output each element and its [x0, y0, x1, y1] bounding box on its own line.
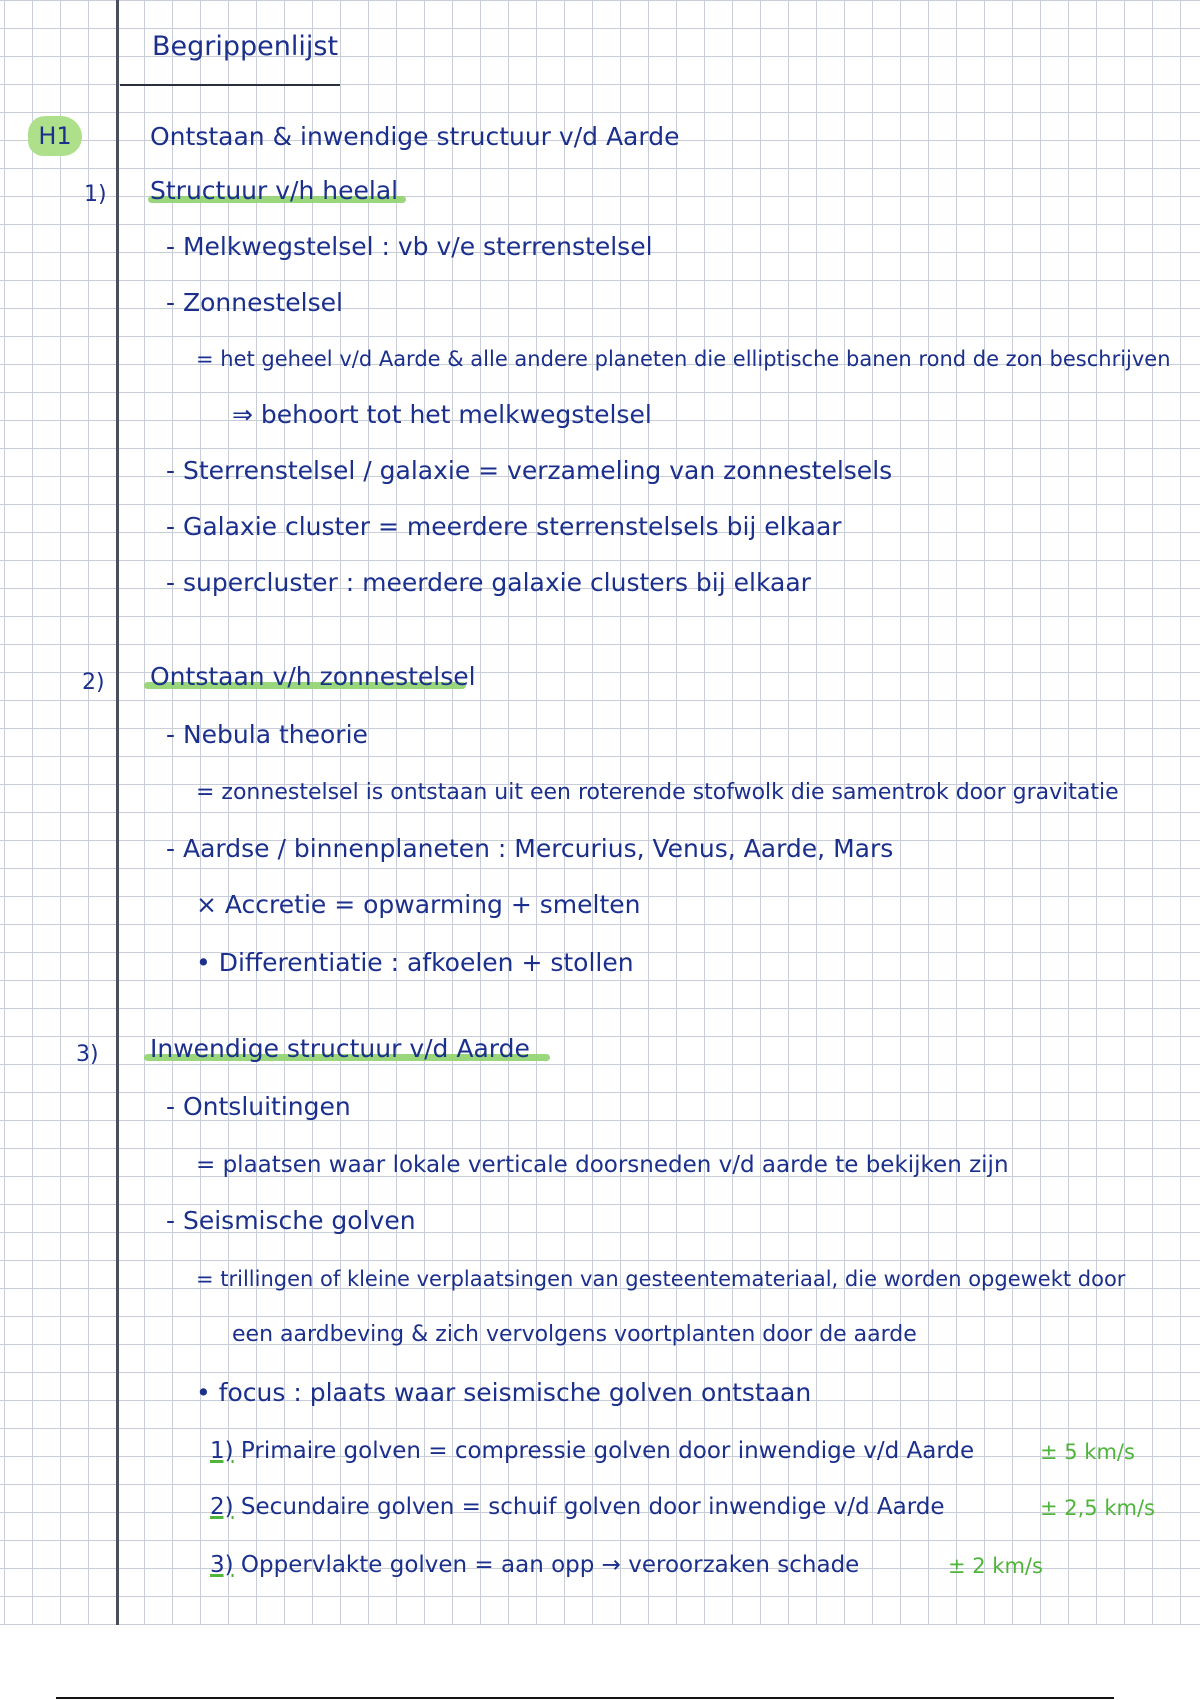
- note-line: - Nebula theorie: [166, 720, 368, 749]
- note-line: • focus : plaats waar seismische golven ontstaan: [196, 1378, 812, 1407]
- title-underline: [120, 84, 340, 86]
- section-heading: Inwendige structuur v/d Aarde: [150, 1034, 530, 1063]
- chapter-badge: H1: [28, 116, 82, 156]
- wave-speed: ± 5 km/s: [1040, 1440, 1135, 1464]
- note-line: een aardbeving & zich vervolgens voortplanten door de aarde: [232, 1322, 917, 1347]
- note-line: - Melkwegstelsel : vb v/e sterrenstelsel: [166, 232, 653, 261]
- section-number: 2): [82, 670, 105, 695]
- list-number: 2): [210, 1494, 234, 1520]
- note-line: = plaatsen waar lokale verticale doorsneden v/d aarde te bekijken zijn: [196, 1152, 1009, 1178]
- wave-definition: Oppervlakte golven = aan opp → veroorzaken schade: [240, 1552, 860, 1578]
- section-number: 1): [84, 182, 107, 207]
- chapter-title: Ontstaan & inwendige structuur v/d Aarde: [150, 122, 680, 151]
- note-line: - Zonnestelsel: [166, 288, 343, 317]
- wave-speed: ± 2,5 km/s: [1040, 1496, 1155, 1520]
- note-line: ⇒ behoort tot het melkwegstelsel: [232, 400, 652, 429]
- section-heading: Ontstaan v/h zonnestelsel: [150, 662, 476, 691]
- note-line: - Aardse / binnenplaneten : Mercurius, Venus, Aarde, Mars: [166, 834, 894, 863]
- wave-definition: Secundaire golven = schuif golven door inwendige v/d Aarde: [240, 1494, 945, 1520]
- list-number: 3): [210, 1552, 234, 1578]
- note-line: × Accretie = opwarming + smelten: [196, 890, 641, 919]
- note-line: = trillingen of kleine verplaatsingen van gesteentemateriaal, die worden opgewekt door: [196, 1267, 1126, 1291]
- section-number: 3): [76, 1042, 99, 1067]
- note-line: • Differentiatie : afkoelen + stollen: [196, 948, 634, 977]
- section-heading: Structuur v/h heelal: [150, 176, 399, 205]
- list-item: [210, 1492, 945, 1522]
- page-title: Begrippenlijst: [152, 31, 339, 62]
- note-line: - Sterrenstelsel / galaxie = verzameling van zonnestelsels: [166, 456, 893, 485]
- list-item: [210, 1550, 859, 1580]
- wave-definition: Primaire golven = compressie golven door inwendige v/d Aarde: [240, 1438, 975, 1464]
- note-line: = het geheel v/d Aarde & alle andere planeten die elliptische banen rond de zon beschrijven: [196, 347, 1171, 371]
- margin-line: [116, 0, 119, 1625]
- note-line: = zonnestelsel is ontstaan uit een roterende stofwolk die samentrok door gravitatie: [196, 780, 1119, 805]
- note-line: - Galaxie cluster = meerdere sterrenstelsels bij elkaar: [166, 512, 842, 541]
- wave-speed: ± 2 km/s: [948, 1554, 1043, 1578]
- note-line: - Seismische golven: [166, 1206, 416, 1235]
- note-line: - Ontsluitingen: [166, 1092, 351, 1121]
- list-item: [210, 1436, 974, 1466]
- bottom-rule: [56, 1697, 1114, 1699]
- list-number: 1): [210, 1438, 234, 1464]
- note-line: - supercluster : meerdere galaxie clusters bij elkaar: [166, 568, 811, 597]
